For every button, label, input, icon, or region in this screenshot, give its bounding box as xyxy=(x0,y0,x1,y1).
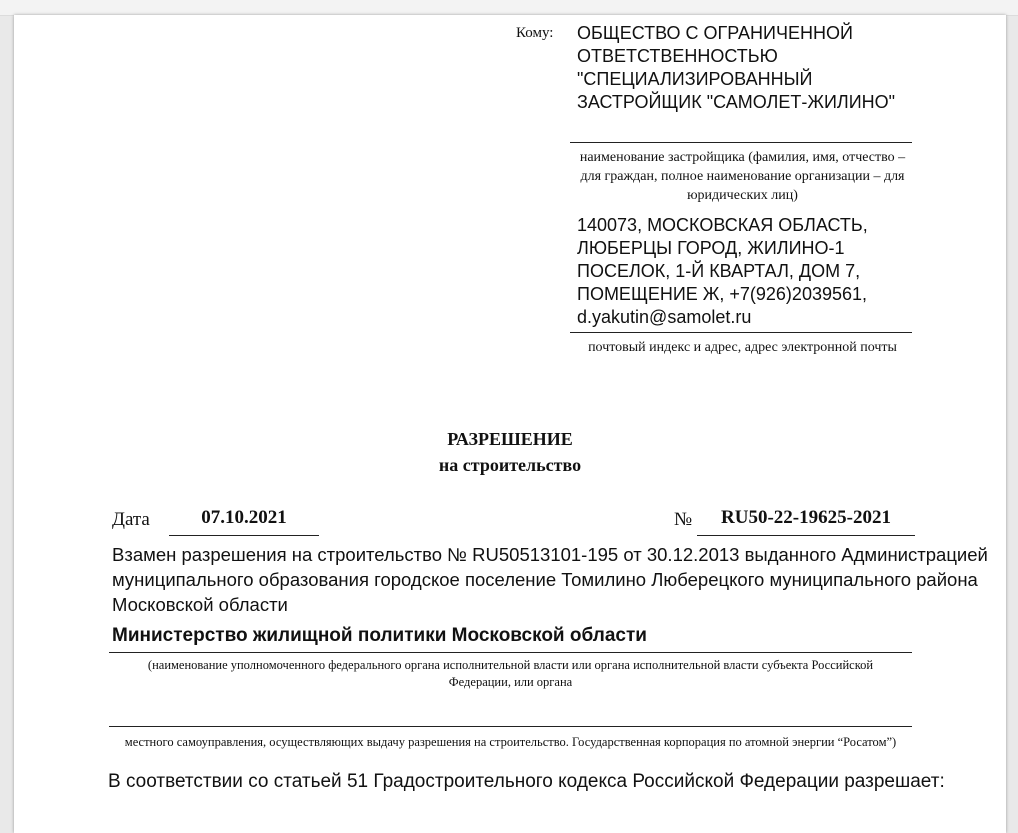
authority-underline-2 xyxy=(109,726,912,727)
to-label: Кому: xyxy=(516,25,554,41)
issuing-authority: Министерство жилищной политики Московской области xyxy=(112,625,647,646)
address-underline xyxy=(570,332,912,333)
replacement-text: Взамен разрешения на строительство № RU50513101-195 от 30.12.2013 выданного Администрацией муниципального образования городское поселение Томилино Люберецкого муниципального района Московской области xyxy=(112,544,988,615)
document-subtitle: на строительство xyxy=(438,455,582,475)
date-label: Дата xyxy=(112,509,150,530)
authority-caption-1: (наименование уполномоченного федерального органа исполнительной власти или органа исполнительной власти субъекта Российской Федерации, или органа xyxy=(147,658,874,689)
developer-address: 140073, МОСКОВСКАЯ ОБЛАСТЬ, ЛЮБЕРЦЫ ГОРОД, ЖИЛИНО-1 ПОСЕЛОК, 1-Й КВАРТАЛ, ДОМ 7, ПОМЕЩЕНИЕ Ж, +7(926)2039561, d.yakutin@samolet.ru xyxy=(577,215,868,327)
authority-caption-2: местного самоуправления, осуществляющих выдачу разрешения на строительство. Государственная корпорация по атомной энергии “Росатом”) xyxy=(124,735,897,749)
number-label: № xyxy=(674,509,693,530)
developer-name: ОБЩЕСТВО С ОГРАНИЧЕННОЙ ОТВЕТСТВЕННОСТЬЮ "СПЕЦИАЛИЗИРОВАННЫЙ ЗАСТРОЙЩИК "САМОЛЕТ-ЖИЛИНО" xyxy=(577,23,896,112)
document-title: РАЗРЕШЕНИЕ xyxy=(447,429,573,449)
grant-text: В соответствии со статьей 51 Градостроительного кодекса Российской Федерации разрешает: xyxy=(108,771,945,792)
document-page xyxy=(14,15,1006,833)
date-value: 07.10.2021 xyxy=(201,507,287,528)
authority-underline xyxy=(109,652,912,653)
developer-underline xyxy=(570,142,912,143)
permit-number: RU50-22-19625-2021 xyxy=(721,507,891,528)
viewer-toolbar xyxy=(0,0,1018,16)
number-underline xyxy=(697,535,915,536)
developer-caption: наименование застройщика (фамилия, имя, отчество – для граждан, полное наименование организации – для юридических лиц) xyxy=(579,150,906,203)
date-underline xyxy=(169,535,319,536)
address-caption: почтовый индекс и адрес, адрес электронной почты xyxy=(588,340,897,355)
